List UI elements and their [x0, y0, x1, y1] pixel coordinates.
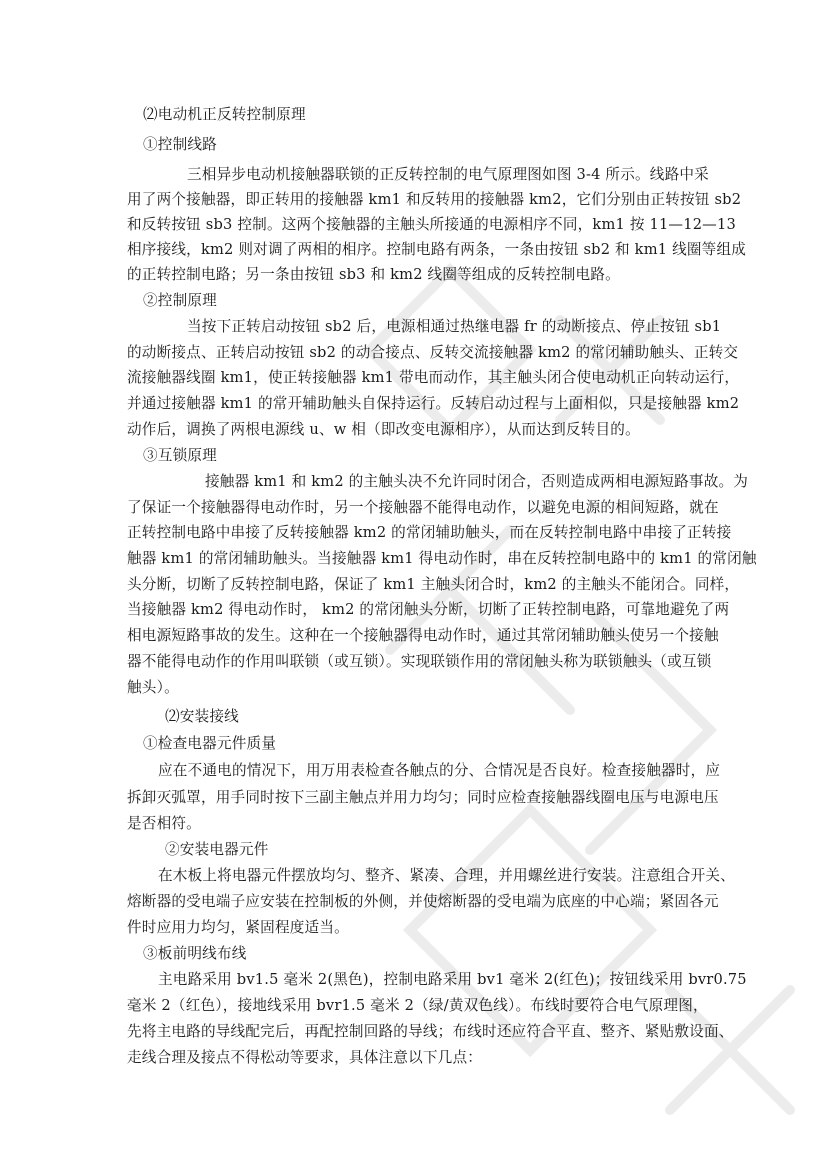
section-title: ⑵电动机正反转控制原理: [143, 106, 306, 123]
paragraph-line: 毫米 2（红色），接地线采用 bvr1.5 毫米 2（绿/黄双色线）。布线时要符合电气原理图，: [127, 997, 708, 1014]
paragraph-line: 走线合理及接点不得松动等要求，具体注意以下几点：: [127, 1049, 483, 1066]
paragraph-line: 动作后，调换了两根电源线 u、w 相（即改变电源相序），从而达到反转目的。: [127, 421, 640, 438]
paragraph-line: 先将主电路的导线配完后，再配控制回路的导线；布线时还应符合平直、整齐、紧贴敷设面、: [127, 1023, 734, 1040]
section-title-installation: ⑵安装接线: [165, 708, 239, 725]
paragraph-line: 的正转控制电路；另一条由按钮 sb3 和 km2 线圈等组成的反转控制电路。: [127, 266, 620, 283]
paragraph-line: 器不能得电动作的作用叫联锁（或互锁）。实现联锁作用的常闭触头称为联锁触头（或互锁: [127, 653, 712, 670]
paragraph-line: 正转控制电路中串接了反转接触器 km2 的常闭辅助触头，而在反转控制电路中串接了正转接: [127, 524, 732, 541]
paragraph-line: 在木板上将电器元件摆放均匀、整齐、紧凑、合理，并用螺丝进行安装。注意组合开关、: [158, 867, 735, 884]
paragraph-line: 熔断器的受电端子应安装在控制板的外侧，并使熔断器的受电端为底座的中心端；紧固各元: [127, 893, 719, 910]
paragraph-line: 当接触器 km2 得电动作时， km2 的常闭触头分断，切断了正转控制电路，可靠地避免了两: [127, 601, 730, 618]
subheading-control-circuit: ①控制线路: [143, 136, 217, 153]
subheading-install-components: ②安装电器元件: [165, 841, 269, 858]
subheading-check-components: ①检查电器元件质量: [143, 735, 277, 752]
paragraph-line: 件时应用力均匀，紧固程度适当。: [127, 919, 349, 936]
paragraph-line: 用了两个接触器，即正转用的接触器 km1 和反转用的接触器 km2，它们分别由正转按钮 sb2: [127, 191, 742, 208]
subheading-control-principle: ②控制原理: [143, 292, 217, 309]
paragraph-line: 是否相符。: [127, 815, 201, 832]
paragraph-line: 相电源短路事故的发生。这种在一个接触器得电动作时，通过其常闭辅助触头使另一个接触: [127, 627, 719, 644]
paragraph-line: 并通过接触器 km1 的常开辅助触头自保持运行。反转启动过程与上面相似，只是接触器 km2: [127, 395, 740, 412]
paragraph-line: 当按下正转启动按钮 sb2 后，电源相通过热继电器 fr 的动断接点、停止按钮 sb1: [187, 318, 722, 335]
paragraph-line: 接触器 km1 和 km2 的主触头决不允许同时闭合，否则造成两相电源短路事故。为: [205, 473, 749, 490]
subheading-interlock-principle: ③互锁原理: [143, 447, 217, 464]
paragraph-line: 了保证一个接触器得电动作时，另一个接触器不能得电动作，以避免电源的相间短路，就在: [127, 499, 719, 516]
paragraph-line: 相序接线，km2 则对调了两相的相序。控制电路有两条，一条由按钮 sb2 和 km1 线圈等组成: [127, 241, 747, 258]
subheading-front-wiring: ③板前明线布线: [143, 945, 247, 962]
paragraph-line: 触器 km1 的常闭辅助触头。当接触器 km1 得电动作时，串在反转控制电路中的 km1 的常闭触: [127, 550, 757, 567]
paragraph-line: 头分断，切断了反转控制电路，保证了 km1 主触头闭合时，km2 的主触头不能闭合。同样，: [127, 576, 740, 593]
paragraph-line: 和反转按钮 sb3 控制。这两个接触器的主触头所接通的电源相序不同，km1 按 11—12—13: [127, 216, 736, 233]
paragraph-line: 流接触器线圈 km1，使正转接触器 km1 带电而动作，其主触头闭合使电动机正向转动运行，: [127, 369, 740, 386]
paragraph-line: 主电路采用 bv1.5 毫米 2(黑色)，控制电路采用 bv1 毫米 2(红色)；按钮线采用 bvr0.75: [158, 971, 747, 988]
paragraph-line: 应在不通电的情况下，用万用表检查各触点的分、合情况是否良好。检查接触器时，应: [158, 762, 721, 779]
paragraph-line: 三相异步电动机接触器联锁的正反转控制的电气原理图如图 3-4 所示。线路中采: [187, 166, 709, 183]
paragraph-line: 触头）。: [127, 679, 179, 696]
paragraph-line: 拆卸灭弧罩，用手同时按下三副主触点并用力均匀；同时应检查接触器线圈电压与电源电压: [127, 789, 719, 806]
paragraph-line: 的动断接点、正转启动按钮 sb2 的动合接点、反转交流接触器 km2 的常闭辅助触头、正转交: [127, 344, 739, 361]
